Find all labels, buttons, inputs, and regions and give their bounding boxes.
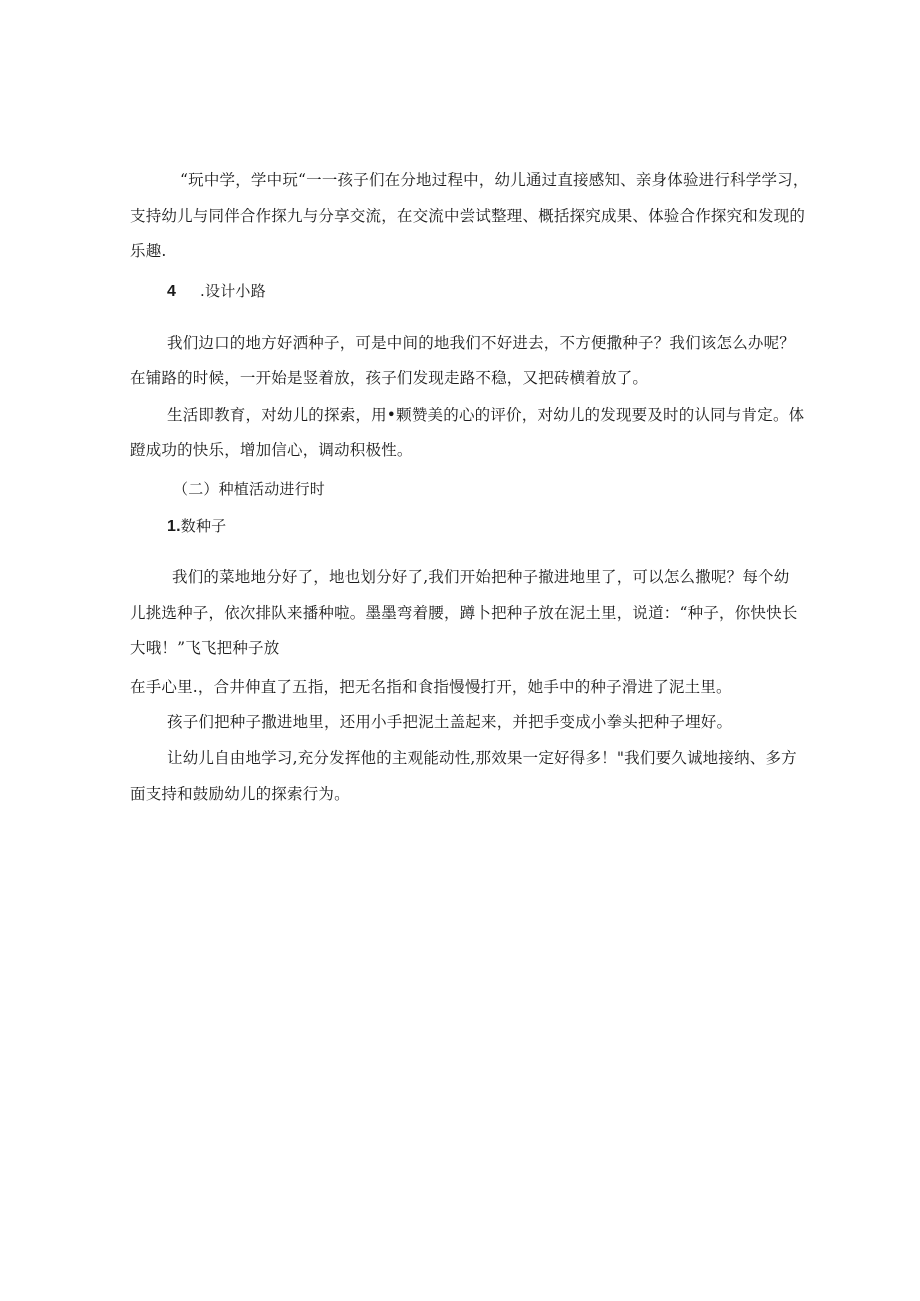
paragraph-2-line-1: 我们边口的地方好洒种子，可是中间的地我们不好进去，不方便撒种子？我们该怎么办呢？ <box>167 334 796 352</box>
section-planting-activity: （二）种植活动进行时 <box>173 480 326 498</box>
paragraph-4-line-3: 大哦！”飞飞把种子放 <box>130 639 280 657</box>
paragraph-1-line-2: 支持幼儿与同伴合作探九与分享交流，在交流中尝试整理、概括探究成果、体验合作探究和发现的 <box>130 207 806 225</box>
paragraph-4-line-4: 在手心里.，合井伸直了五指，把无名指和食指慢慢打开，她手中的种子滑进了泥土里。 <box>130 678 732 696</box>
paragraph-6-line-2: 面支持和鼓励幼儿的探索行为。 <box>130 785 350 803</box>
heading-text: 数种子 <box>180 517 227 535</box>
heading-text: .设计小路 <box>200 282 266 300</box>
paragraph-1-line-1: “玩中学，学中玩“一一孩子们在分地过程中，幼儿通过直接感知、亲身体验进行科学学习， <box>180 171 809 189</box>
paragraph-4-line-2: 儿挑选种子，依次排队来播种啦。墨墨弯着腰，蹲卜把种子放在泥土里，说道：“种子，你快快长 <box>130 604 798 622</box>
paragraph-6-line-1: 让幼儿自由地学习,充分发挥他的主观能动性,那效果一定好得多！"我们要久诚地接纳、多方 <box>167 749 797 767</box>
heading-number: 1. <box>167 518 181 535</box>
heading-count-seeds <box>167 516 226 537</box>
heading-number: 4 <box>167 283 177 300</box>
paragraph-1-line-3: 乐趣. <box>130 242 167 260</box>
paragraph-5-line-1: 孩子们把种子撒进地里，还用小手把泥土盖起来，并把手变成小拳头把种子埋好。 <box>167 713 733 731</box>
heading-design-path <box>167 281 266 302</box>
paragraph-3-line-1: 生活即教育，对幼儿的探索，用•颗赞美的心的评价，对幼儿的发现要及时的认同与肯定。体 <box>167 406 805 424</box>
paragraph-4-line-1: 我们的菜地地分好了，地也划分好了,我们开始把种子撤进地里了，可以怎么撒呢？每个幼 <box>172 568 790 586</box>
paragraph-2-line-2: 在铺路的时候，一开始是竖着放，孩子们发现走路不稳，又把砖横着放了。 <box>130 369 649 387</box>
paragraph-3-line-2: 蹬成功的快乐，增加信心，调动积极性。 <box>130 441 413 459</box>
